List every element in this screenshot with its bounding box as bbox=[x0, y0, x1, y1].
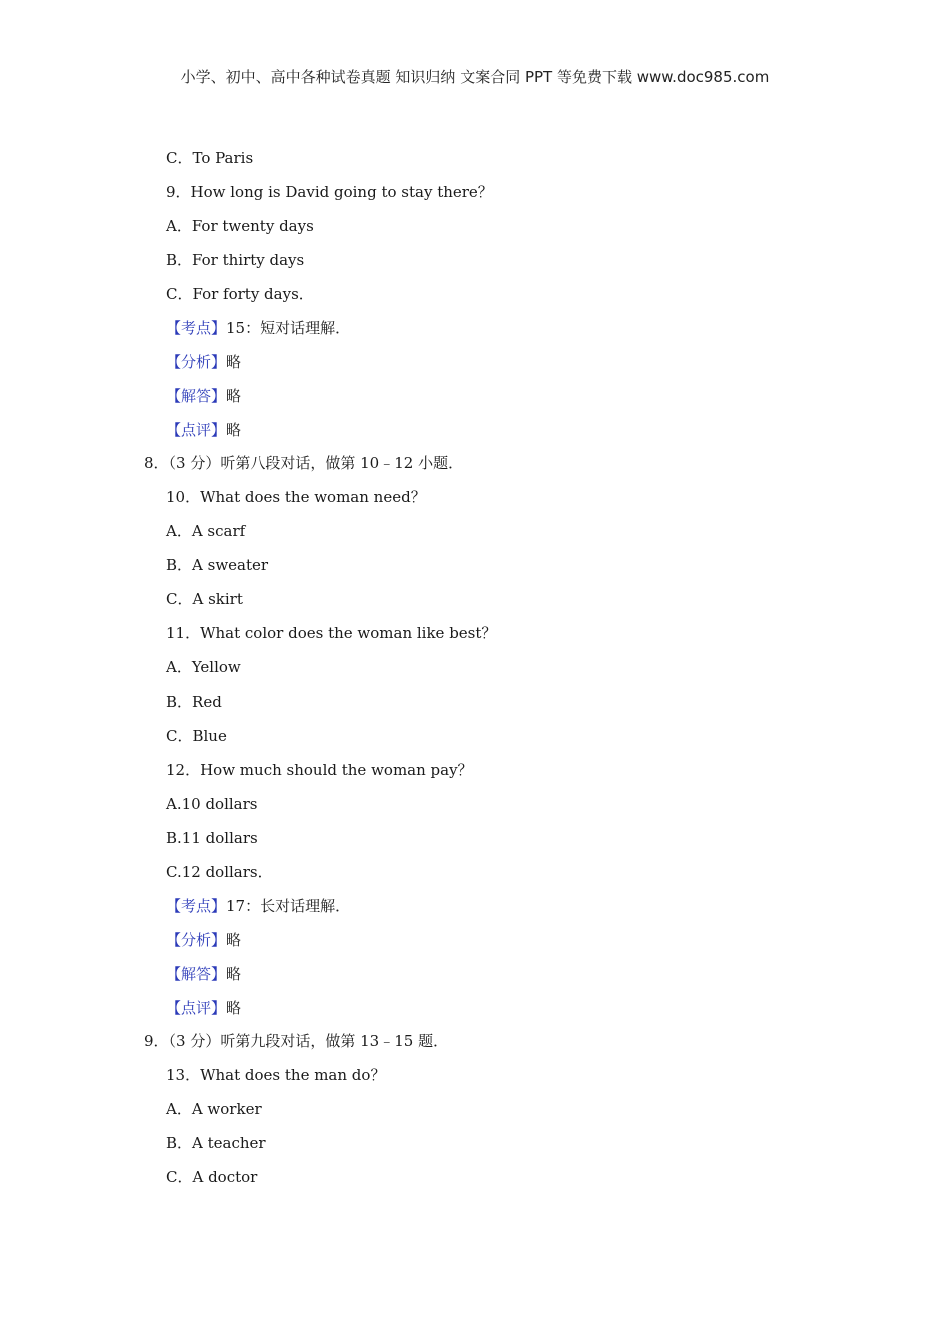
annotation-line bbox=[166, 386, 241, 406]
text-line: B．A sweater bbox=[166, 556, 269, 574]
text-line: C．Blue bbox=[166, 727, 227, 745]
text-line: B.11 dollars bbox=[166, 829, 258, 847]
page-header: 小学、初中、高中各种试卷真题 知识归纳 文案合同 PPT 等免费下载 www.doc985.com bbox=[180, 68, 770, 86]
text-line: A．A scarf bbox=[166, 522, 246, 540]
annotation-line bbox=[166, 964, 241, 984]
text-line: 9．How long is David going to stay there？ bbox=[166, 183, 493, 201]
text-line: 10．What does the woman need？ bbox=[166, 488, 426, 506]
annotation-tag: 【点评】 bbox=[166, 999, 227, 1017]
annotation-text: 略 bbox=[226, 965, 242, 983]
annotation-text: 17：长对话理解． bbox=[226, 897, 351, 915]
text-line: B．Red bbox=[166, 693, 222, 711]
text-line: 13．What does the man do？ bbox=[166, 1066, 386, 1084]
annotation-line bbox=[166, 930, 241, 950]
annotation-line bbox=[166, 896, 350, 916]
text-line: A．A worker bbox=[166, 1100, 262, 1118]
annotation-line bbox=[166, 420, 241, 440]
annotation-tag: 【分析】 bbox=[166, 353, 227, 371]
text-line: A．Yellow bbox=[166, 658, 241, 676]
annotation-line bbox=[166, 318, 350, 338]
text-line: C．For forty days． bbox=[166, 285, 314, 303]
annotation-tag: 【分析】 bbox=[166, 931, 227, 949]
annotation-text: 略 bbox=[226, 387, 242, 405]
annotation-tag: 【考点】 bbox=[166, 897, 227, 915]
text-line: C．To Paris bbox=[166, 149, 254, 167]
annotation-tag: 【解答】 bbox=[166, 387, 227, 405]
annotation-text: 15：短对话理解． bbox=[226, 319, 351, 337]
annotation-line bbox=[166, 352, 241, 372]
text-line: A.10 dollars bbox=[166, 795, 258, 813]
annotation-text: 略 bbox=[226, 999, 242, 1017]
text-line: C．A doctor bbox=[166, 1168, 258, 1186]
text-line: 9．（3 分）听第九段对话，做第 13﹣15 题． bbox=[144, 1032, 449, 1050]
text-line: C.12 dollars． bbox=[166, 863, 273, 881]
text-line: 12．How much should the woman pay？ bbox=[166, 761, 473, 779]
text-line: C．A skirt bbox=[166, 590, 243, 608]
annotation-tag: 【解答】 bbox=[166, 965, 227, 983]
annotation-text: 略 bbox=[226, 931, 242, 949]
text-line: 8．（3 分）听第八段对话，做第 10﹣12 小题． bbox=[144, 454, 464, 472]
text-line: B．For thirty days bbox=[166, 251, 305, 269]
annotation-text: 略 bbox=[226, 421, 242, 439]
text-line: B．A teacher bbox=[166, 1134, 266, 1152]
text-line: 11．What color does the woman like best？ bbox=[166, 624, 497, 642]
text-line: A．For twenty days bbox=[166, 217, 314, 235]
annotation-line bbox=[166, 998, 241, 1018]
annotation-text: 略 bbox=[226, 353, 242, 371]
annotation-tag: 【点评】 bbox=[166, 421, 227, 439]
annotation-tag: 【考点】 bbox=[166, 319, 227, 337]
